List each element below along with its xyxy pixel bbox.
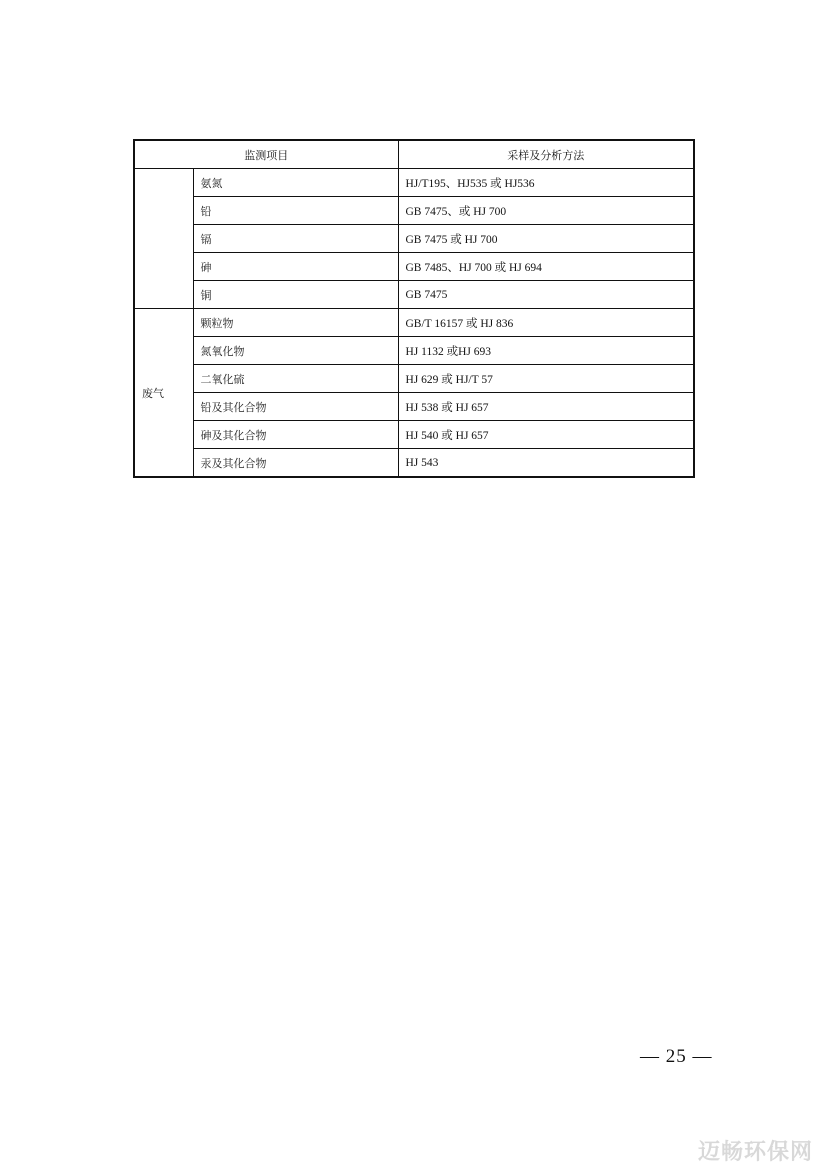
method-cell: GB 7475、或 HJ 700	[398, 197, 694, 225]
item-cell: 镉	[193, 225, 398, 253]
monitoring-table	[133, 139, 695, 478]
table-row	[134, 169, 694, 197]
item-cell: 颗粒物	[193, 309, 398, 337]
table-row	[134, 225, 694, 253]
header-monitoring-item: 监测项目	[134, 140, 398, 169]
table-row	[134, 337, 694, 365]
method-cell: HJ 1132 或HJ 693	[398, 337, 694, 365]
item-cell: 汞及其化合物	[193, 449, 398, 478]
item-cell: 铅及其化合物	[193, 393, 398, 421]
table-row	[134, 309, 694, 337]
table-row	[134, 449, 694, 478]
method-cell: GB 7485、HJ 700 或 HJ 694	[398, 253, 694, 281]
table-row	[134, 281, 694, 309]
watermark-logo-text: 迈畅环保网	[698, 1140, 814, 1165]
method-cell: HJ 629 或 HJ/T 57	[398, 365, 694, 393]
table-row	[134, 393, 694, 421]
table-row	[134, 197, 694, 225]
item-cell: 氨氮	[193, 169, 398, 197]
item-cell: 铜	[193, 281, 398, 309]
item-cell: 铅	[193, 197, 398, 225]
method-cell: GB 7475	[398, 281, 694, 309]
table-row	[134, 365, 694, 393]
item-cell: 氮氧化物	[193, 337, 398, 365]
category-cell-exhaust-gas: 废气	[134, 309, 193, 478]
method-cell: HJ 538 或 HJ 657	[398, 393, 694, 421]
table-row	[134, 253, 694, 281]
method-cell: HJ 540 或 HJ 657	[398, 421, 694, 449]
method-cell: GB 7475 或 HJ 700	[398, 225, 694, 253]
page-number: — 25 —	[640, 1046, 713, 1067]
item-cell: 砷	[193, 253, 398, 281]
table-row	[134, 421, 694, 449]
category-cell-water	[134, 169, 193, 309]
header-sampling-method: 采样及分析方法	[398, 140, 694, 169]
method-cell: HJ/T195、HJ535 或 HJ536	[398, 169, 694, 197]
table-header-row	[134, 140, 694, 169]
item-cell: 砷及其化合物	[193, 421, 398, 449]
method-cell: GB/T 16157 或 HJ 836	[398, 309, 694, 337]
item-cell: 二氧化硫	[193, 365, 398, 393]
method-cell: HJ 543	[398, 449, 694, 478]
